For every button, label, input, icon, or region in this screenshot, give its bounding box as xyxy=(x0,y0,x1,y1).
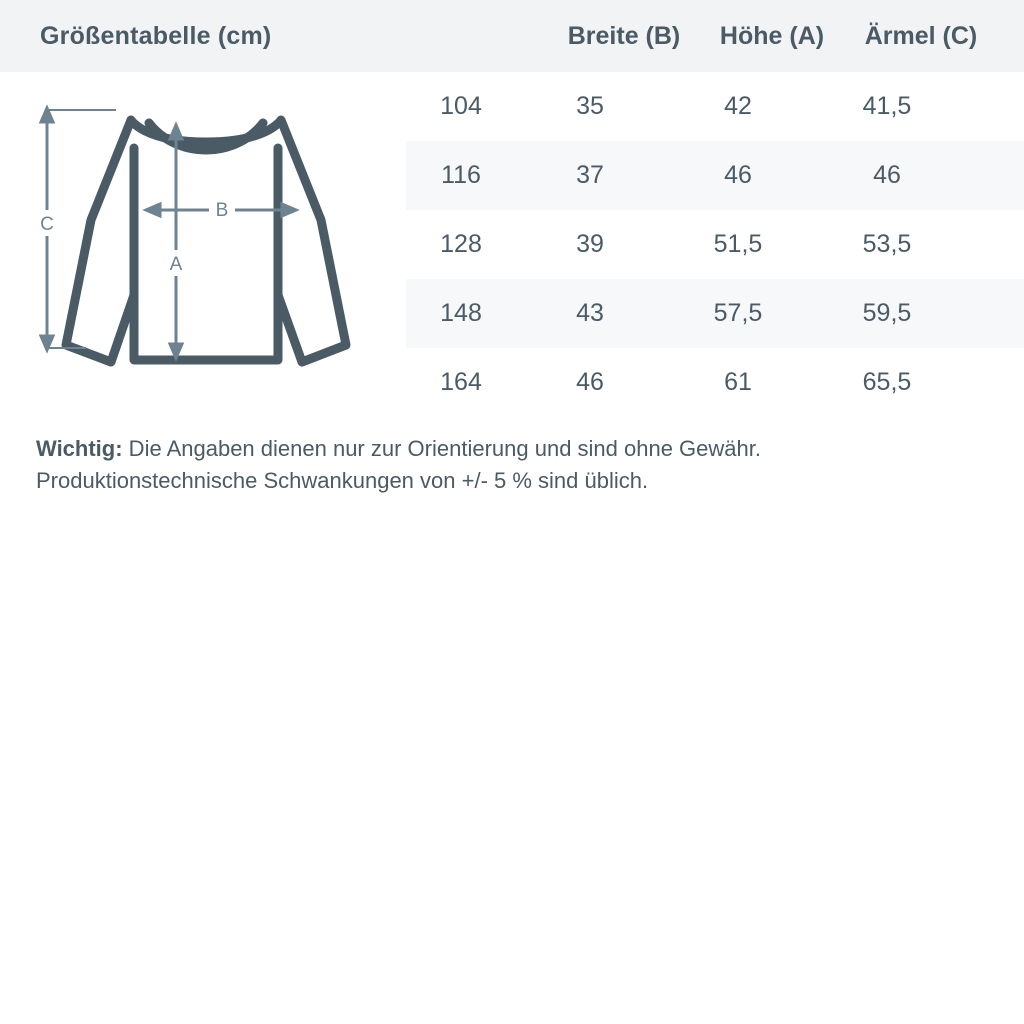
cell-breite: 43 xyxy=(576,299,604,327)
header-cells xyxy=(440,22,998,51)
table-row xyxy=(406,210,1024,279)
disclaimer-text: Die Angaben dienen nur zur Orientierung und sind ohne Gewähr. Produktionstechnische Schwankungen von +/- 5 % sind üblich. xyxy=(36,436,761,493)
sleeve-seams xyxy=(134,148,278,355)
cell-hoehe: 57,5 xyxy=(713,299,763,327)
neckline-path xyxy=(149,123,263,150)
column-header-hoehe: Höhe (A) xyxy=(719,21,825,50)
chart-body xyxy=(0,72,1024,417)
cell-aermel: 53,5 xyxy=(862,230,912,258)
size-chart xyxy=(0,0,1024,497)
dimension-c-label: C xyxy=(40,214,54,235)
table-row xyxy=(406,279,1024,348)
cell-breite: 46 xyxy=(576,368,604,396)
cell-hoehe: 61 xyxy=(724,368,752,396)
cell-breite: 37 xyxy=(576,161,604,189)
dimension-a-label: A xyxy=(169,254,183,275)
cell-size: 128 xyxy=(440,230,482,258)
disclaimer-label: Wichtig: xyxy=(36,436,123,461)
cell-hoehe: 46 xyxy=(724,161,752,189)
cell-aermel: 46 xyxy=(873,161,901,189)
cell-hoehe: 51,5 xyxy=(713,230,763,258)
cell-size: 104 xyxy=(440,92,482,120)
cell-aermel: 59,5 xyxy=(862,299,912,327)
table-row xyxy=(406,348,1024,417)
cell-breite: 35 xyxy=(576,92,604,120)
cell-aermel: 65,5 xyxy=(862,368,912,396)
cell-size: 164 xyxy=(440,368,482,396)
sweater-illustration-svg xyxy=(16,90,406,390)
cell-size: 116 xyxy=(441,161,481,189)
table-row xyxy=(406,72,1024,141)
cell-breite: 39 xyxy=(576,230,604,258)
page-title: Größentabelle (cm) xyxy=(40,21,272,50)
cell-hoehe: 42 xyxy=(724,92,752,120)
column-header-aermel: Ärmel (C) xyxy=(864,21,978,50)
cell-size: 148 xyxy=(440,299,482,327)
cell-aermel: 41,5 xyxy=(862,92,912,120)
dimension-b-label: B xyxy=(215,200,229,221)
sweater-diagram xyxy=(0,72,406,395)
dimension-a-arrow xyxy=(170,125,182,358)
chart-header-row xyxy=(0,0,1024,72)
size-table-rows xyxy=(406,72,1024,417)
table-row xyxy=(406,141,1024,210)
disclaimer-note xyxy=(0,417,1024,497)
column-header-breite: Breite (B) xyxy=(567,21,681,50)
